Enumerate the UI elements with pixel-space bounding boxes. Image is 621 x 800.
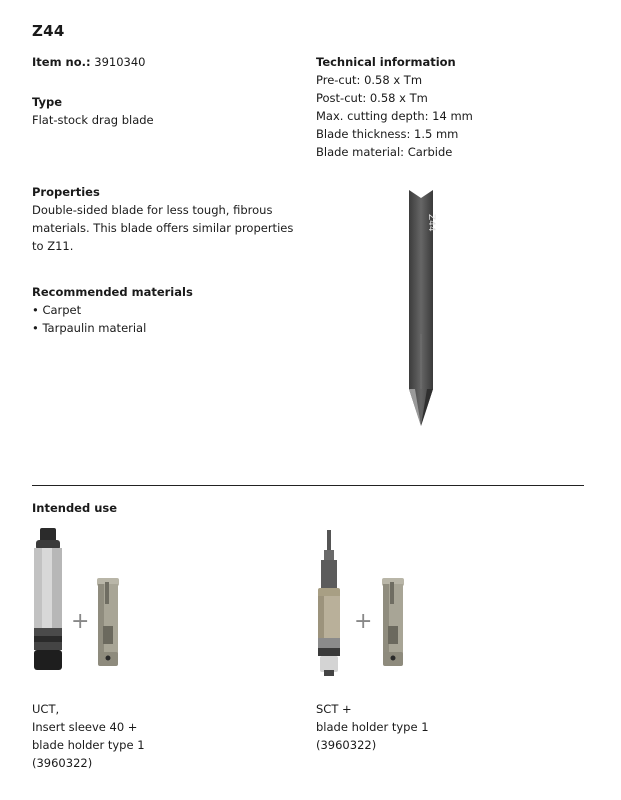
properties-section <box>32 183 293 255</box>
blade-holder-image <box>95 578 121 670</box>
properties-line: materials. This blade offers similar properties <box>32 221 294 235</box>
blade-holder-image <box>380 578 406 670</box>
uct-tool-image <box>30 528 66 678</box>
item-number <box>32 53 146 71</box>
recommended-item: • Carpet <box>32 303 82 317</box>
caption-line: blade holder type 1 <box>32 738 145 752</box>
recommended-section <box>32 283 193 337</box>
type-section <box>32 93 154 129</box>
caption-line: (3960322) <box>316 738 377 752</box>
sct-tool-image <box>312 530 346 678</box>
intended-use-heading: Intended use <box>32 501 118 515</box>
caption-line: (3960322) <box>32 756 93 770</box>
properties-line: Double-sided blade for less tough, fibrous <box>32 203 273 217</box>
blade-engraving: Z44 <box>426 214 436 232</box>
caption-line: UCT, <box>32 702 60 716</box>
item-number-value: 3910340 <box>94 55 146 69</box>
recommended-item: • Tarpaulin material <box>32 321 147 335</box>
technical-line: Pre-cut: 0.58 x Tm <box>316 73 423 87</box>
caption-line: blade holder type 1 <box>316 720 429 734</box>
section-divider <box>32 485 584 486</box>
plus-sign: + <box>354 609 373 634</box>
product-title: Z44 <box>32 22 65 40</box>
combo-caption-sct <box>316 700 429 754</box>
properties-heading: Properties <box>32 185 100 199</box>
technical-line: Blade material: Carbide <box>316 145 453 159</box>
combo-caption-uct <box>32 700 145 772</box>
technical-heading: Technical information <box>316 55 456 69</box>
item-number-label: Item no.: <box>32 55 91 69</box>
type-heading: Type <box>32 95 63 109</box>
plus-sign: + <box>71 609 90 634</box>
blade-image <box>396 184 446 434</box>
technical-line: Max. cutting depth: 14 mm <box>316 109 473 123</box>
technical-section <box>316 53 473 161</box>
type-value: Flat-stock drag blade <box>32 113 154 127</box>
caption-line: SCT + <box>316 702 352 716</box>
technical-line: Blade thickness: 1.5 mm <box>316 127 459 141</box>
recommended-heading: Recommended materials <box>32 285 193 299</box>
technical-line: Post-cut: 0.58 x Tm <box>316 91 428 105</box>
caption-line: Insert sleeve 40 + <box>32 720 138 734</box>
properties-line: to Z11. <box>32 239 74 253</box>
